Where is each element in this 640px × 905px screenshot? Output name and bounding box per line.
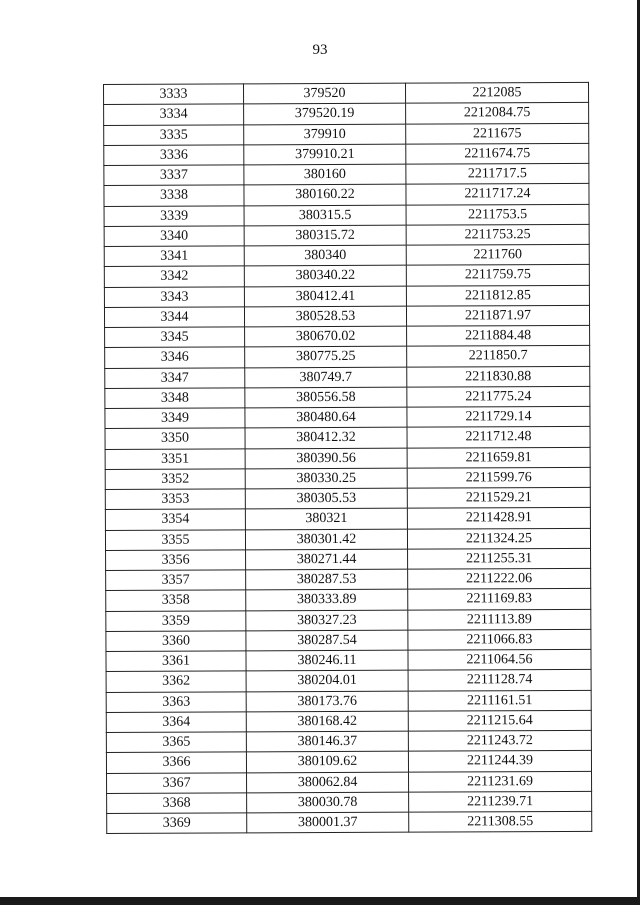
x-coordinate-cell: 380173.76: [246, 691, 408, 712]
y-coordinate-cell: 2211599.76: [407, 467, 590, 488]
point-id-cell: 3345: [105, 327, 245, 348]
x-coordinate-cell: 380775.25: [245, 346, 407, 367]
y-coordinate-cell: 2211675: [406, 123, 589, 144]
point-id-cell: 3341: [104, 246, 244, 267]
table-row: [104, 123, 589, 145]
point-id-cell: 3357: [106, 570, 246, 591]
page-number: 93: [312, 42, 328, 58]
table-row: [106, 609, 591, 631]
x-coordinate-cell: 380390.56: [245, 448, 407, 469]
y-coordinate-cell: 2211753.5: [406, 204, 589, 225]
table-row: [105, 366, 590, 388]
x-coordinate-cell: 380287.53: [246, 569, 408, 590]
y-coordinate-cell: 2211113.89: [408, 609, 591, 630]
point-id-cell: 3354: [105, 509, 245, 530]
x-coordinate-cell: 380271.44: [246, 549, 408, 570]
point-id-cell: 3364: [106, 712, 246, 733]
point-id-cell: 3347: [105, 367, 245, 388]
y-coordinate-cell: 2211717.24: [406, 184, 589, 205]
x-coordinate-cell: 380109.62: [246, 751, 408, 772]
point-id-cell: 3366: [106, 752, 246, 773]
x-coordinate-cell: 379910.21: [244, 144, 406, 165]
table-row: [104, 82, 589, 104]
x-coordinate-cell: 380315.72: [244, 225, 406, 246]
x-coordinate-cell: 380321: [245, 508, 407, 529]
point-id-cell: 3365: [106, 732, 246, 753]
point-id-cell: 3337: [104, 165, 244, 186]
y-coordinate-cell: 2212085: [405, 82, 588, 103]
y-coordinate-cell: 2211659.81: [407, 447, 590, 468]
y-coordinate-cell: 2211066.83: [408, 629, 591, 650]
table-row: [104, 184, 589, 206]
point-id-cell: 3350: [105, 428, 245, 449]
point-id-cell: 3359: [106, 610, 246, 631]
point-id-cell: 3351: [105, 448, 245, 469]
y-coordinate-cell: 2211243.72: [408, 730, 591, 751]
x-coordinate-cell: 380670.02: [245, 326, 407, 347]
x-coordinate-cell: 380315.5: [244, 205, 406, 226]
point-id-cell: 3333: [104, 84, 244, 105]
y-coordinate-cell: 2211871.97: [406, 305, 589, 326]
x-coordinate-cell: 380246.11: [246, 650, 408, 671]
table-row: [105, 325, 590, 347]
table-row: [105, 346, 590, 368]
point-id-cell: 3349: [105, 408, 245, 429]
point-id-cell: 3352: [105, 469, 245, 490]
table-row: [105, 528, 590, 550]
x-coordinate-cell: 379520: [244, 83, 406, 104]
coordinates-table: [103, 82, 592, 834]
y-coordinate-cell: 2211324.25: [407, 528, 590, 549]
y-coordinate-cell: 2211169.83: [408, 589, 591, 610]
point-id-cell: 3343: [104, 286, 244, 307]
point-id-cell: 3334: [104, 104, 244, 125]
table-row: [106, 751, 591, 773]
table-row: [105, 427, 590, 449]
x-coordinate-cell: 379910: [244, 124, 406, 145]
x-coordinate-cell: 380168.42: [246, 711, 408, 732]
table-row: [105, 447, 590, 469]
point-id-cell: 3348: [105, 388, 245, 409]
y-coordinate-cell: 2211215.64: [408, 710, 591, 731]
table-row: [107, 811, 592, 833]
y-coordinate-cell: 2211308.55: [409, 811, 592, 832]
y-coordinate-cell: 2211812.85: [406, 285, 589, 306]
x-coordinate-cell: 380412.32: [245, 427, 407, 448]
x-coordinate-cell: 380001.37: [247, 812, 409, 833]
table-row: [105, 467, 590, 489]
y-coordinate-cell: 2211529.21: [407, 487, 590, 508]
x-coordinate-cell: 380160: [244, 164, 406, 185]
coordinates-table-container: [103, 82, 591, 834]
table-row: [106, 670, 591, 692]
point-id-cell: 3346: [105, 347, 245, 368]
y-coordinate-cell: 2211222.06: [408, 568, 591, 589]
x-coordinate-cell: 380528.53: [244, 306, 406, 327]
x-coordinate-cell: 380204.01: [246, 670, 408, 691]
x-coordinate-cell: 380301.42: [245, 529, 407, 550]
x-coordinate-cell: 380480.64: [245, 407, 407, 428]
table-row: [105, 508, 590, 530]
x-coordinate-cell: 380556.58: [245, 387, 407, 408]
table-row: [104, 204, 589, 226]
y-coordinate-cell: 2211674.75: [406, 143, 589, 164]
y-coordinate-cell: 2211753.25: [406, 224, 589, 245]
y-coordinate-cell: 2211161.51: [408, 690, 591, 711]
table-row: [106, 548, 591, 570]
point-id-cell: 3336: [104, 145, 244, 166]
table-row: [104, 224, 589, 246]
table-row: [106, 568, 591, 590]
table-row: [107, 771, 592, 793]
point-id-cell: 3363: [106, 691, 246, 712]
point-id-cell: 3335: [104, 124, 244, 145]
y-coordinate-cell: 2211239.71: [409, 791, 592, 812]
table-row: [104, 285, 589, 307]
table-row: [104, 163, 589, 185]
x-coordinate-cell: 380749.7: [245, 367, 407, 388]
point-id-cell: 3368: [107, 793, 247, 814]
point-id-cell: 3360: [106, 631, 246, 652]
point-id-cell: 3342: [104, 266, 244, 287]
table-row: [104, 244, 589, 266]
x-coordinate-cell: 380062.84: [247, 772, 409, 793]
y-coordinate-cell: 2211231.69: [409, 771, 592, 792]
point-id-cell: 3340: [104, 226, 244, 247]
table-row: [107, 791, 592, 813]
table-row: [106, 629, 591, 651]
x-coordinate-cell: 380160.22: [244, 184, 406, 205]
y-coordinate-cell: 2211760: [406, 244, 589, 265]
table-row: [105, 406, 590, 428]
y-coordinate-cell: 2211255.31: [408, 548, 591, 569]
y-coordinate-cell: 2211712.48: [407, 427, 590, 448]
y-coordinate-cell: 2211775.24: [407, 386, 590, 407]
scan-border-bottom: [0, 897, 640, 905]
x-coordinate-cell: 380340.22: [244, 265, 406, 286]
y-coordinate-cell: 2211759.75: [406, 265, 589, 286]
y-coordinate-cell: 2211830.88: [407, 366, 590, 387]
x-coordinate-cell: 380305.53: [245, 488, 407, 509]
x-coordinate-cell: 380287.54: [246, 630, 408, 651]
y-coordinate-cell: 2212084.75: [406, 103, 589, 124]
x-coordinate-cell: 380333.89: [246, 589, 408, 610]
point-id-cell: 3338: [104, 185, 244, 206]
table-row: [105, 487, 590, 509]
table-row: [106, 589, 591, 611]
table-row: [106, 710, 591, 732]
y-coordinate-cell: 2211717.5: [406, 163, 589, 184]
x-coordinate-cell: 380146.37: [246, 731, 408, 752]
point-id-cell: 3353: [105, 489, 245, 510]
table-row: [104, 103, 589, 125]
table-row: [106, 649, 591, 671]
x-coordinate-cell: 380030.78: [247, 792, 409, 813]
table-row: [106, 690, 591, 712]
x-coordinate-cell: 380412.41: [244, 286, 406, 307]
y-coordinate-cell: 2211428.91: [407, 508, 590, 529]
point-id-cell: 3367: [107, 772, 247, 793]
table-row: [106, 730, 591, 752]
point-id-cell: 3362: [106, 671, 246, 692]
x-coordinate-cell: 380330.25: [245, 468, 407, 489]
x-coordinate-cell: 379520.19: [244, 103, 406, 124]
y-coordinate-cell: 2211244.39: [408, 751, 591, 772]
point-id-cell: 3358: [106, 590, 246, 611]
x-coordinate-cell: 380327.23: [246, 610, 408, 631]
point-id-cell: 3369: [107, 813, 247, 834]
point-id-cell: 3361: [106, 651, 246, 672]
table-row: [104, 305, 589, 327]
point-id-cell: 3355: [105, 529, 245, 550]
y-coordinate-cell: 2211128.74: [408, 670, 591, 691]
coordinates-table-body: [104, 82, 592, 833]
y-coordinate-cell: 2211884.48: [407, 325, 590, 346]
point-id-cell: 3339: [104, 205, 244, 226]
table-row: [105, 386, 590, 408]
x-coordinate-cell: 380340: [244, 245, 406, 266]
point-id-cell: 3344: [104, 307, 244, 328]
y-coordinate-cell: 2211729.14: [407, 406, 590, 427]
y-coordinate-cell: 2211850.7: [407, 346, 590, 367]
y-coordinate-cell: 2211064.56: [408, 649, 591, 670]
table-row: [104, 265, 589, 287]
point-id-cell: 3356: [106, 550, 246, 571]
table-row: [104, 143, 589, 165]
